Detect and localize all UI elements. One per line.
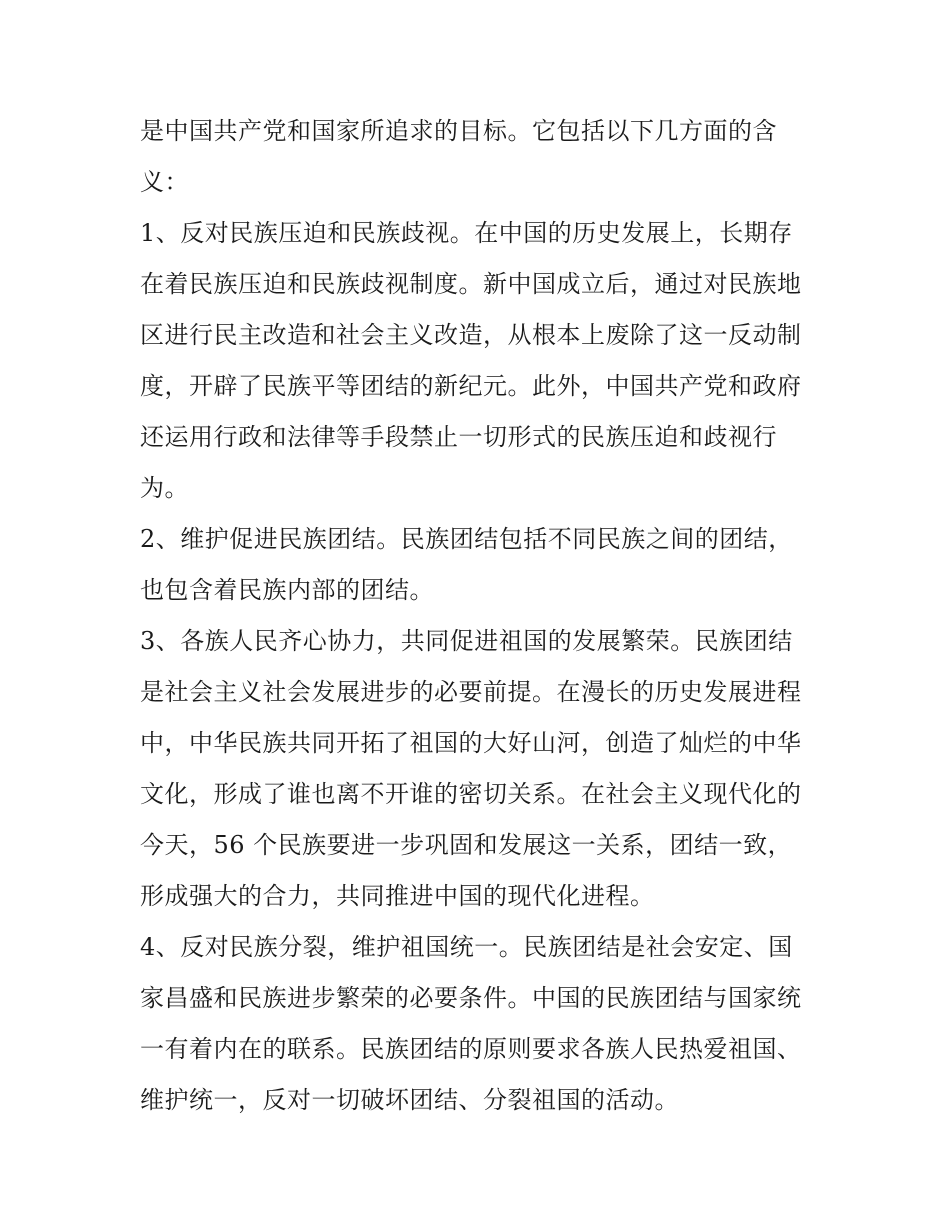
- text-line: 维护统一，反对一切破坏团结、分裂祖国的活动。: [140, 1086, 679, 1114]
- text-line: 区进行民主改造和社会主义改造，从根本上废除了这一反动制: [140, 321, 802, 349]
- text-line: 是社会主义社会发展进步的必要前提。在漫长的历史发展进程: [140, 678, 802, 706]
- text-line: 3、各族人民齐心协力，共同促进祖国的发展繁荣。民族团结: [140, 627, 793, 655]
- text-line: 在着民族压迫和民族歧视制度。新中国成立后，通过对民族地: [140, 270, 802, 298]
- text-line: 度，开辟了民族平等团结的新纪元。此外，中国共产党和政府: [140, 372, 802, 400]
- text-line: 形成强大的合力，共同推进中国的现代化进程。: [140, 882, 655, 910]
- text-line: 也包含着民族内部的团结。: [140, 576, 434, 604]
- text-line: 义：: [140, 168, 189, 196]
- text-line: 为。: [140, 474, 189, 502]
- text-line: 一有着内在的联系。民族团结的原则要求各族人民热爱祖国、: [140, 1035, 802, 1063]
- text-line: 文化，形成了谁也离不开谁的密切关系。在社会主义现代化的: [140, 780, 802, 808]
- text-line: 今天，56 个民族要进一步巩固和发展这一关系，团结一致，: [140, 831, 793, 859]
- text-line: 1、反对民族压迫和民族歧视。在中国的历史发展上，长期存: [140, 219, 793, 247]
- text-line: 2、维护促进民族团结。民族团结包括不同民族之间的团结，: [140, 525, 793, 553]
- text-line: 4、反对民族分裂，维护祖国统一。民族团结是社会安定、国: [140, 933, 793, 961]
- body-text: [140, 106, 812, 1126]
- text-line: 家昌盛和民族进步繁荣的必要条件。中国的民族团结与国家统: [140, 984, 802, 1012]
- text-line: 还运用行政和法律等手段禁止一切形式的民族压迫和歧视行: [140, 423, 777, 451]
- text-line: 中，中华民族共同开拓了祖国的大好山河，创造了灿烂的中华: [140, 729, 802, 757]
- text-line: 是中国共产党和国家所追求的目标。它包括以下几方面的含: [140, 117, 777, 145]
